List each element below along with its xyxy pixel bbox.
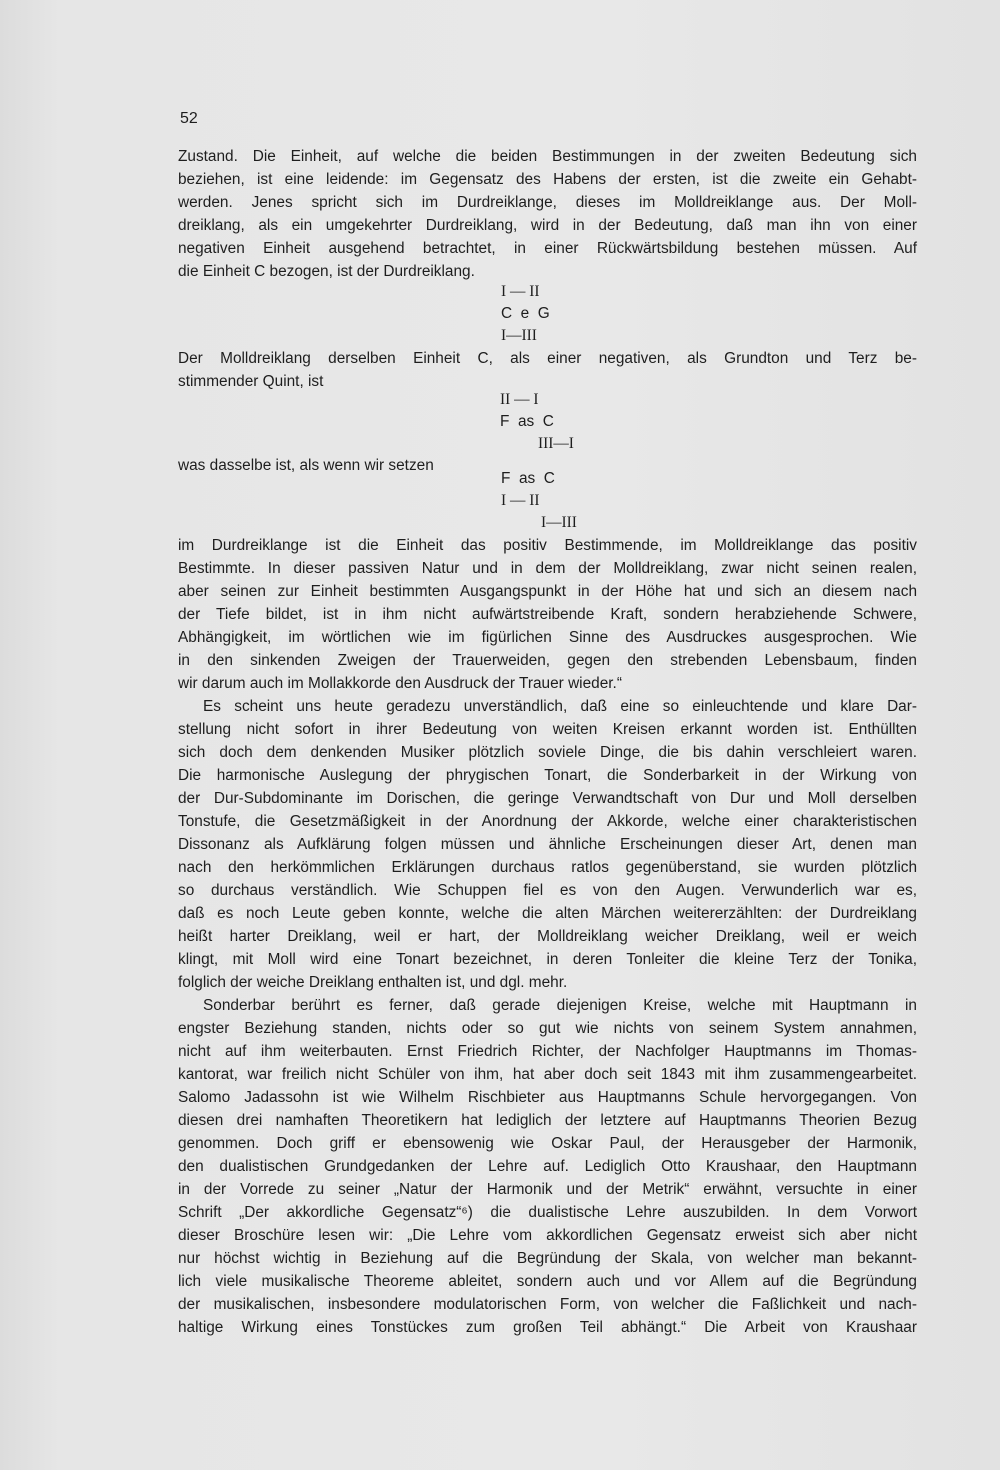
schema-minor-row2: F as C [500, 413, 554, 430]
schema-major-row2: C e G [501, 305, 550, 322]
text-line: negativen Einheit ausgehend betrachtet, in einer Rückwärtsbildung bestehen müssen. Auf [178, 240, 917, 257]
text-line: nur höchst wichtig in Beziehung auf die Begründung der Skala, von welcher man bekannt- [178, 1250, 917, 1267]
text-line: stellung nicht sofort in ihrer Bedeutung von weiten Kreisen erkannt worden ist. Enthüllten [178, 721, 917, 738]
text-line: werden. Jenes spricht sich im Durdreiklange, dieses im Molldreiklange aus. Der Moll- [178, 194, 917, 211]
text-line: haltige Wirkung eines Tonstückes zum großen Teil abhängt.“ Die Arbeit von Kraushaar [178, 1319, 917, 1336]
text-line: so durchaus verständlich. Wie Schuppen fiel es von den Augen. Verwunderlich war es, [178, 882, 917, 899]
text-line: dreiklang, als ein umgekehrter Durdreiklang, wird in der Bedeutung, daß man ihn von einer [178, 217, 917, 234]
text-line: engster Beziehung standen, nichts oder so gut wie nichts von seinem System annahmen, [178, 1020, 917, 1037]
text-line: kantorat, war freilich nicht Schüler von ihm, hat aber doch seit 1843 mit ihm zusammengearbeitet. [178, 1066, 917, 1083]
text-line: dieser Broschüre lesen wir: „Die Lehre vom akkordlichen Gegensatz erweist sich aber nicht [178, 1227, 917, 1244]
text-line: Bestimmte. In dieser passiven Natur und in dem der Molldreiklang, zwar nicht seinen realen, [178, 560, 917, 577]
text-line: stimmender Quint, ist [178, 373, 324, 390]
text-line: nach den herkömmlichen Erklärungen durchaus ratlos gegenüberstand, sie wurden plötzlich [178, 859, 917, 876]
text-line: wir darum auch im Mollakkorde den Ausdruck der Trauer wieder.“ [178, 675, 622, 692]
text-line: Tonstufe, die Gesetzmäßigkeit in der Anordnung der Akkorde, welche einer charakteristischen [178, 813, 917, 830]
text-line: Salomo Jadassohn ist wie Wilhelm Rischbieter aus Hauptmanns Schule hervorgegangen. Von [178, 1089, 917, 1106]
text-line: genommen. Doch griff er ebensowenig wie Oskar Paul, der Herausgeber der Harmonik, [178, 1135, 917, 1152]
text-line: Die harmonische Auslegung der phrygischen Tonart, die Sonderbarkeit in der Wirkung von [178, 767, 917, 784]
text-line: heißt harter Dreiklang, weil er hart, der Molldreiklang weicher Dreiklang, weil er weich [178, 928, 917, 945]
text-line: klingt, mit Moll wird eine Tonart bezeichnet, in deren Tonleiter die kleine Terz der Tonika, [178, 951, 917, 968]
schema-major-row1: I — II [501, 283, 540, 300]
text-line: Es scheint uns heute geradezu unverständlich, daß eine so einleuchtende und klare Dar- [203, 698, 917, 715]
text-line: in der Vorrede zu seiner „Natur der Harmonik und der Metrik“ erwähnt, versuchte in einer [178, 1181, 917, 1198]
text-line: Sonderbar berührt es ferner, daß gerade diejenigen Kreise, welche mit Hauptmann in [203, 997, 917, 1014]
text-line: Schrift „Der akkordliche Gegensatz“⁶) die dualistische Lehre auszubilden. In dem Vorwort [178, 1204, 917, 1221]
schema-minor-alt-row3: I—III [541, 514, 577, 531]
schema-minor-alt-row2: I — II [501, 492, 540, 509]
text-line: der musikalischen, insbesondere modulatorischen Form, von welcher die Faßlichkeit und nach- [178, 1296, 917, 1313]
text-line: Zustand. Die Einheit, auf welche die beiden Bestimmungen in der zweiten Bedeutung sich [178, 148, 917, 165]
schema-minor-row1: II — I [500, 391, 539, 408]
text-line: der Dur-Subdominante im Dorischen, die geringe Verwandtschaft von Dur und Moll derselben [178, 790, 917, 807]
text-line: nicht auf ihm weiterbauten. Ernst Friedrich Richter, der Nachfolger Hauptmanns im Thomas- [178, 1043, 917, 1060]
text-line: diesen drei namhaften Theoretikern hat lediglich der letztere auf Hauptmanns Theorien Bezug [178, 1112, 917, 1129]
schema-minor-alt-row1: F as C [501, 470, 555, 487]
page-number: 52 [180, 110, 198, 127]
text-line: sich doch dem denkenden Musiker plötzlich soviele Dinge, die bis dahin verschleiert waren. [178, 744, 917, 761]
text-line: den dualistischen Grundgedanken der Lehre auf. Lediglich Otto Kraushaar, den Hauptmann [178, 1158, 917, 1175]
text-line: Der Molldreiklang derselben Einheit C, als einer negativen, als Grundton und Terz be- [178, 350, 917, 367]
text-line: was dasselbe ist, als wenn wir setzen [178, 457, 434, 474]
text-line: der Tiefe bildet, ist in ihm nicht aufwärtstreibende Kraft, sondern herabziehende Schwere, [178, 606, 917, 623]
text-line: in den sinkenden Zweigen der Trauerweiden, gegen den strebenden Lebensbaum, finden [178, 652, 917, 669]
text-line: aber seinen zur Einheit bestimmten Ausgangspunkt in der Höhe hat und sich an diesem nach [178, 583, 917, 600]
text-line: folglich der weiche Dreiklang enthalten ist, und dgl. mehr. [178, 974, 568, 991]
text-line: die Einheit C bezogen, ist der Durdreiklang. [178, 263, 475, 280]
text-line: Abhängigkeit, im wörtlichen wie im figürlichen Sinne des Ausdruckes ausgesprochen. Wie [178, 629, 917, 646]
schema-minor-row3: III—I [538, 435, 574, 452]
text-line: im Durdreiklange ist die Einheit das positiv Bestimmende, im Molldreiklange das positiv [178, 537, 917, 554]
text-line: daß es noch Leute geben konnte, welche die alten Märchen weitererzählten: der Durdreiklang [178, 905, 917, 922]
text-line: lich viele musikalische Theoreme ableitet, sondern auch und vor Allem auf die Begründung [178, 1273, 917, 1290]
text-line: beziehen, ist eine leidende: im Gegensatz des Habens der ersten, ist die zweite ein Gehabt- [178, 171, 917, 188]
text-line: Dissonanz als Aufklärung folgen müssen und ähnliche Erscheinungen dieser Art, denen man [178, 836, 917, 853]
schema-major-row3: I—III [501, 327, 537, 344]
